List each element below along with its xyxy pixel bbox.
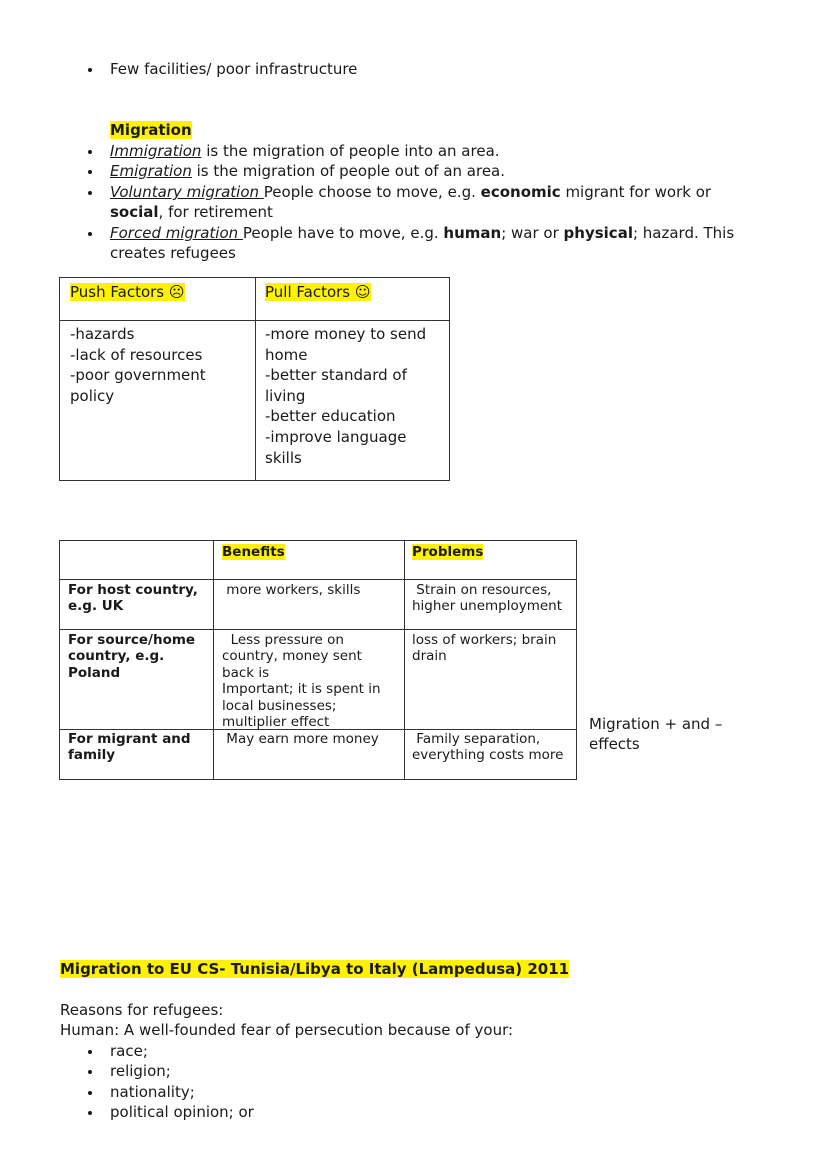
bullet-dot — [88, 1070, 92, 1074]
bullet-dot — [88, 1091, 92, 1095]
reason-religion: religion; — [110, 1062, 171, 1080]
pull-factors-header: Pull Factors ☺ — [265, 283, 371, 301]
forced-migration-definition: Forced migration People have to move, e.g. human; war or physical; hazard. This — [110, 224, 735, 242]
migration-effects-table — [59, 540, 577, 780]
emigration-definition: Emigration is the migration of people out of an area. — [110, 162, 506, 180]
immigration-definition: Immigration is the migration of people into an area. — [110, 142, 500, 160]
reason-nationality: nationality; — [110, 1083, 195, 1101]
push-factors-list: -hazards -lack of resources -poor government policy — [70, 325, 206, 405]
bullet-dot — [88, 191, 92, 195]
host-country-benefits: more workers, skills — [222, 582, 361, 598]
bullet-dot — [88, 1050, 92, 1054]
source-country-problems: loss of workers; brain drain — [412, 632, 557, 665]
push-pull-table — [59, 277, 450, 481]
pull-factors-list: -more money to send home -better standard of living -better education -improve language skills — [265, 325, 427, 467]
reasons-label: Reasons for refugees: — [60, 1001, 224, 1019]
reason-political-opinion: political opinion; or — [110, 1103, 254, 1121]
migrant-family-problems: Family separation, everything costs more — [412, 731, 564, 764]
intro-bullet-text: Few facilities/ poor infrastructure — [110, 60, 358, 78]
side-note-line2: effects — [589, 735, 640, 753]
human-reason-line: Human: A well-founded fear of persecution because of your: — [60, 1021, 514, 1039]
row-label-source-country: For source/home country, e.g. Poland — [68, 632, 196, 681]
host-country-problems: Strain on resources, higher unemployment — [412, 582, 563, 615]
row-label-migrant-family: For migrant and family — [68, 731, 191, 764]
bullet-dot — [88, 68, 92, 72]
source-country-benefits: Less pressure on country, money sent back is Important; it is spent in local businesses; multiplier effect — [222, 632, 381, 731]
forced-migration-line2: creates refugees — [110, 244, 236, 262]
problems-header: Problems — [412, 544, 484, 560]
voluntary-migration-definition: Voluntary migration People choose to move, e.g. economic migrant for work or — [110, 183, 712, 201]
side-note-line1: Migration + and – — [589, 715, 723, 733]
bullet-dot — [88, 1111, 92, 1115]
migration-heading: Migration — [110, 121, 192, 139]
row-label-host-country: For host country, e.g. UK — [68, 582, 198, 615]
voluntary-migration-line2: social, for retirement — [110, 203, 273, 221]
benefits-header: Benefits — [222, 544, 285, 560]
bullet-dot — [88, 170, 92, 174]
push-factors-header: Push Factors ☹ — [70, 283, 185, 301]
bullet-dot — [88, 150, 92, 154]
bullet-dot — [88, 232, 92, 236]
case-study-heading: Migration to EU CS- Tunisia/Libya to Italy (Lampedusa) 2011 — [60, 960, 570, 978]
reason-race: race; — [110, 1042, 148, 1060]
migrant-family-benefits: May earn more money — [222, 731, 379, 747]
